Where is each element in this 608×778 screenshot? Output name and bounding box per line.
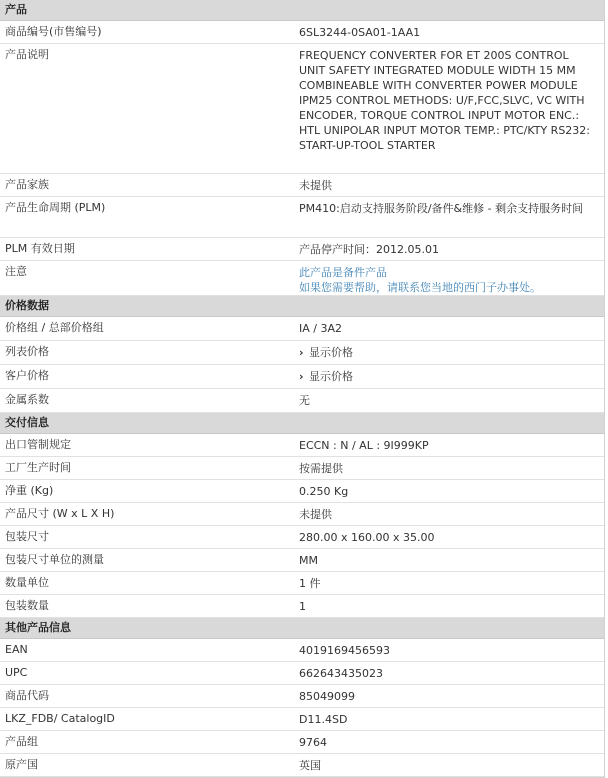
row-value: 6SL3244-0SA01-1AA1: [299, 26, 421, 39]
row-value: 产品停产时间：2012.05.01: [299, 243, 439, 256]
row-value: PM410:启动支持服务阶段/备件&维修 - 剩余支持服务时间: [299, 202, 584, 215]
row-label: 包装尺寸单位的测量: [5, 553, 104, 566]
row-label: PLM 有效日期: [5, 242, 75, 255]
row-value: 9764: [299, 736, 327, 749]
row-label: 产品家族: [5, 178, 49, 191]
table-row: [0, 685, 604, 708]
table-row: [0, 708, 604, 731]
row-value: 未提供: [299, 179, 332, 192]
row-value: 1 件: [299, 577, 321, 590]
row-label: 产品生命周期 (PLM): [5, 201, 106, 214]
product-description: FREQUENCY CONVERTER FOR ET 200S CONTROL UNIT SAFETY INTEGRATED MODULE WIDTH 15 MM COMBINEABLE WITH CONVERTER POWER MODULE IPM25 CONTROL METHODS: U/F,FCC,SLVC, VC WITH ENCODER, TORQUE CONTROL INPUT MOTOR ENC.: HTL UNIPOLAR INPUT MOTOR TEMP.: PTC/KTY RS232: START-UP-TOOL STARTER: [299, 49, 591, 152]
show-customer-price-link[interactable]: [295, 365, 600, 388]
table-row: [0, 549, 604, 572]
row-label: 价格组 / 总部价格组: [5, 321, 104, 334]
table-row: [0, 572, 604, 595]
row-label: 数量单位: [5, 576, 49, 589]
row-label: 商品代码: [5, 689, 49, 702]
show-price-label[interactable]: 显示价格: [309, 346, 353, 359]
row-label: UPC: [5, 666, 28, 679]
row-value: D11.4SD: [299, 713, 348, 726]
row-value: MM: [299, 554, 318, 567]
section-header-price: 价格数据: [0, 296, 604, 317]
note-value: [295, 261, 600, 295]
row-value: 280.00 x 160.00 x 35.00: [299, 531, 435, 544]
table-row: [0, 754, 604, 777]
section-header-product: 产品: [0, 0, 604, 21]
row-value: 1: [299, 600, 306, 613]
table-row: [0, 639, 604, 662]
table-row: [0, 480, 604, 503]
table-row: [0, 365, 604, 389]
row-value: 662643435023: [299, 667, 383, 680]
row-label: 出口管制规定: [5, 438, 71, 451]
row-label: 商品编号(市售编号): [5, 25, 102, 38]
row-value: 英国: [299, 759, 321, 772]
row-label: 金属系数: [5, 393, 49, 406]
row-value: 85049099: [299, 690, 355, 703]
table-row: [0, 44, 604, 174]
table-row: [0, 174, 604, 197]
row-label: 原产国: [5, 758, 38, 771]
section-header-delivery: 交付信息: [0, 413, 604, 434]
show-list-price-link[interactable]: [295, 341, 600, 364]
row-label: 注意: [5, 265, 27, 278]
row-value: 按需提供: [299, 462, 343, 475]
table-row: [0, 731, 604, 754]
table-row: [0, 341, 604, 365]
row-label: 工厂生产时间: [5, 461, 71, 474]
row-label: 产品组: [5, 735, 38, 748]
row-value: ECCN : N / AL : 9I999KP: [299, 439, 429, 452]
show-price-label[interactable]: 显示价格: [309, 370, 353, 383]
table-row: [0, 526, 604, 549]
contact-siemens-link[interactable]: 如果您需要帮助，请联系您当地的西门子办事处。: [299, 281, 541, 294]
section-header-other: 其他产品信息: [0, 618, 604, 639]
row-label: EAN: [5, 643, 28, 656]
row-value: 无: [299, 394, 310, 407]
table-row: [0, 434, 604, 457]
chevron-right-icon: ›: [299, 346, 304, 359]
row-value: 4019169456593: [299, 644, 390, 657]
chevron-right-icon: ›: [299, 370, 304, 383]
row-label: 包装数量: [5, 599, 49, 612]
table-row: [0, 503, 604, 526]
row-label: 净重 (Kg): [5, 484, 54, 497]
table-row: [0, 261, 604, 296]
table-row: [0, 21, 604, 44]
row-label: 客户价格: [5, 369, 49, 382]
row-label: 列表价格: [5, 345, 49, 358]
table-row: [0, 197, 604, 238]
table-row: [0, 662, 604, 685]
table-row: [0, 238, 604, 261]
table-row: [0, 317, 604, 341]
spare-part-note: 此产品是备件产品: [299, 266, 387, 279]
table-row: [0, 595, 604, 618]
row-value: 未提供: [299, 508, 332, 521]
table-row: [0, 457, 604, 480]
row-label: 产品说明: [5, 48, 49, 61]
row-label: 包装尺寸: [5, 530, 49, 543]
row-value: IA / 3A2: [299, 322, 342, 335]
row-label: 产品尺寸 (W x L X H): [5, 507, 115, 520]
row-value: 0.250 Kg: [299, 485, 349, 498]
table-row: [0, 389, 604, 413]
row-label: LKZ_FDB/ CatalogID: [5, 712, 115, 725]
